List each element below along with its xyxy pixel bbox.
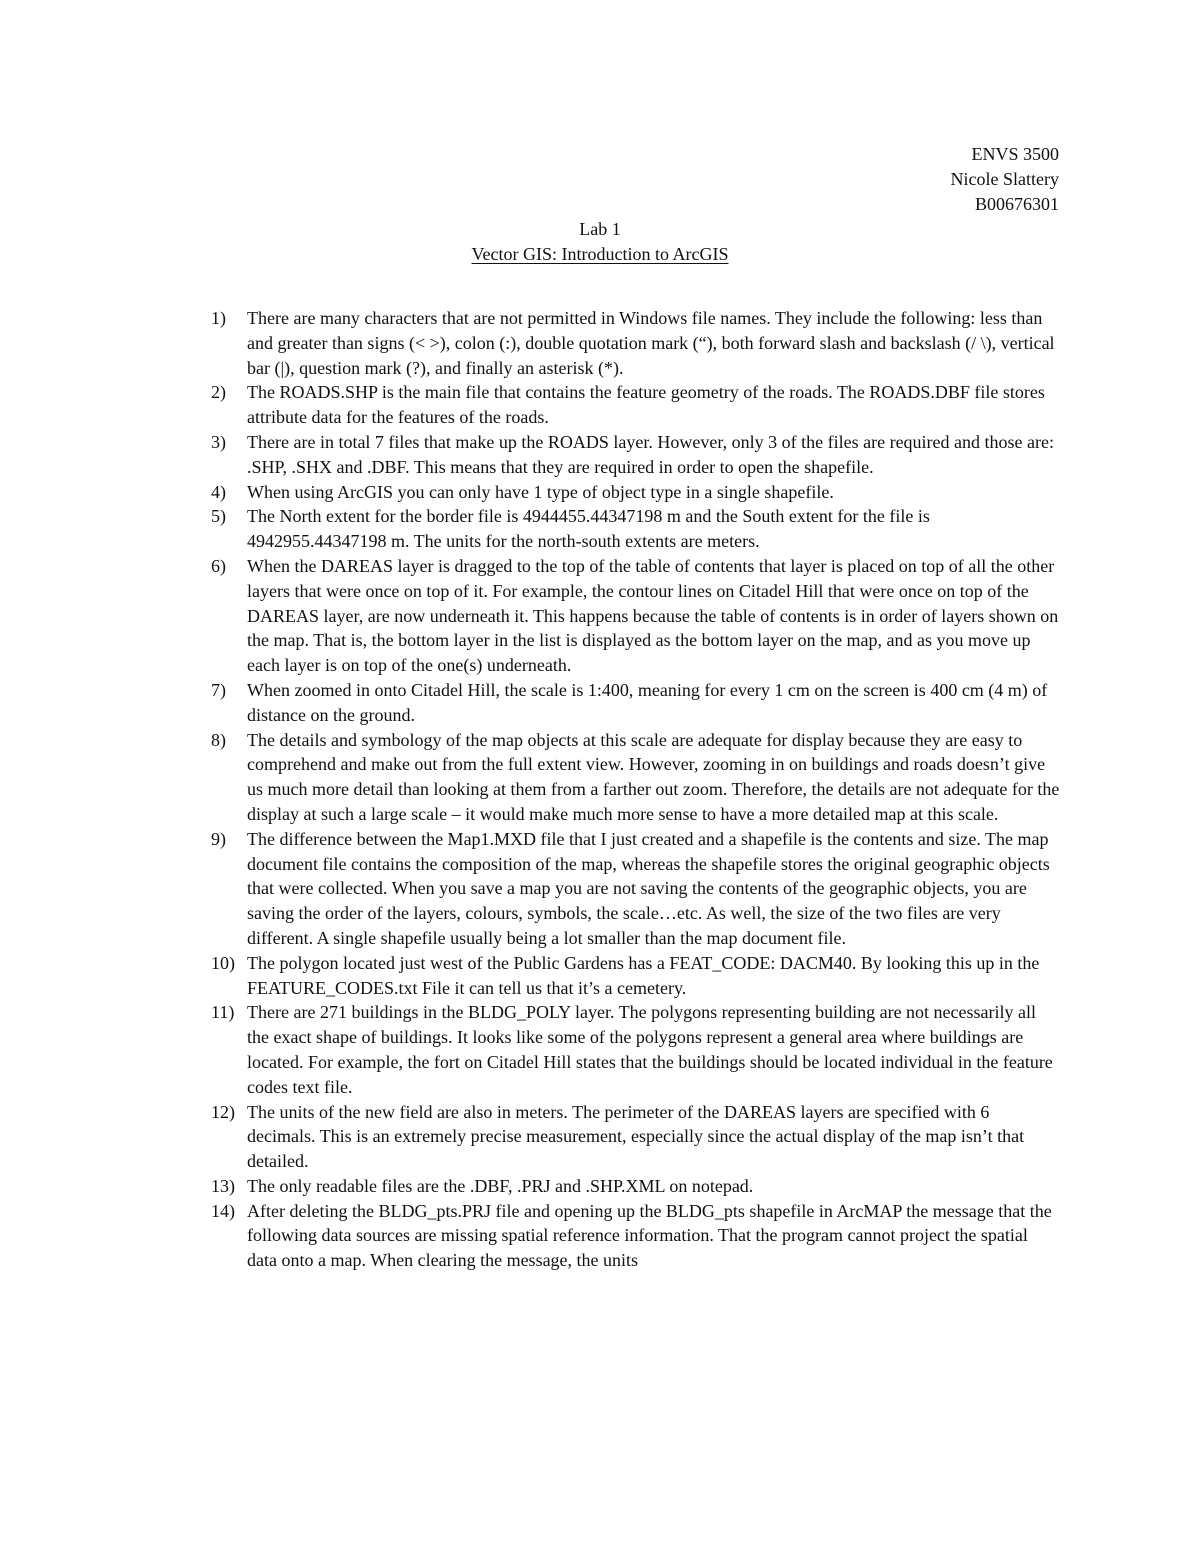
list-item [211,380,1061,430]
item-text: There are in total 7 files that make up the ROADS layer. However, only 3 of the files are required and those are: .SHP, .SHX and .DBF. This means that they are required in order to open the shapefile. [247,431,1055,477]
list-item [211,951,1061,1001]
course-code: ENVS 3500 [971,144,1059,164]
list-item [211,1199,1061,1273]
student-name: Nicole Slattery [950,169,1059,189]
header-block [951,142,1059,217]
title-block [0,217,1200,267]
item-text: When the DAREAS layer is dragged to the top of the table of contents that layer is placed on top of all the other layers that were once on top of it. For example, the contour lines on Citadel Hill that were once on top of the DAREAS layer, are now underneath it. This happens because the table of contents is in order of layers shown on the map. That is, the bottom layer in the list is displayed as the bottom layer on the map, and as you move up each layer is on top of the one(s) underneath. [247,555,1059,676]
lab-subtitle: Vector GIS: Introduction to ArcGIS [471,244,729,264]
lab-title: Lab 1 [579,219,621,239]
item-text: The polygon located just west of the Public Gardens has a FEAT_CODE: DACM40. By looking this up in the FEATURE_CODES.txt File it can tell us that it’s a cemetery. [247,952,1040,998]
item-text: The units of the new field are also in meters. The perimeter of the DAREAS layers are specified with 6 decimals. This is an extremely precise measurement, especially since the actual display of the map isn’t that detailed. [247,1101,1025,1172]
item-number: 9) [211,828,226,849]
item-number: 12) [211,1101,235,1122]
item-number: 10) [211,952,235,973]
list-item [211,1000,1061,1099]
list-item [211,504,1061,554]
list-item [211,480,1061,505]
item-number: 2) [211,382,226,403]
item-number: 13) [211,1175,235,1196]
item-text: There are 271 buildings in the BLDG_POLY layer. The polygons representing building are not necessarily all the exact shape of buildings. It looks like some of the polygons represent a general area where buildings are located. For example, the fort on Citadel Hill states that the buildings should be located individual in the feature codes text file. [247,1002,1053,1097]
student-id: B00676301 [974,194,1059,214]
list-item [211,306,1061,380]
item-number: 4) [211,481,226,502]
answer-list [211,306,1061,1273]
list-item [211,1174,1061,1199]
item-text: The difference between the Map1.MXD file that I just created and a shapefile is the contents and size. The map document file contains the composition of the map, whereas the shapefile stores the original geographic objects that were collected. When you save a map you are not saving the contents of the geographic objects, you are saving the order of the layers, colours, symbols, the scale…etc. As well, the size of the two files are very different. A single shapefile usually being a lot smaller than the map document file. [247,828,1050,948]
item-text: When zoomed in onto Citadel Hill, the scale is 1:400, meaning for every 1 cm on the screen is 400 cm (4 m) of distance on the ground. [247,679,1048,725]
item-number: 1) [211,308,226,328]
item-number: 14) [211,1200,235,1221]
item-number: 11) [211,1002,235,1023]
item-number: 7) [211,679,226,700]
list-item [211,678,1061,728]
item-text: There are many characters that are not permitted in Windows file names. They include the following: less than and greater than signs (< >), colon (:), double quotation mark (“), both forward slash and backslash (/ \), vertical bar (|), question mark (?), and finally an asterisk (*). [247,308,1055,378]
list-item [211,728,1061,827]
item-number: 6) [211,555,226,576]
item-text: When using ArcGIS you can only have 1 type of object type in a single shapefile. [247,481,834,502]
item-text: The North extent for the border file is 4944455.44347198 m and the South extent for the file is 4942955.44347198 m. The units for the north-south extents are meters. [247,506,930,552]
list-item [211,1100,1061,1174]
item-number: 5) [211,506,226,527]
item-text: The only readable files are the .DBF, .PRJ and .SHP.XML on notepad. [247,1175,754,1196]
item-number: 3) [211,431,226,452]
item-number: 8) [211,729,226,750]
item-text: The details and symbology of the map objects at this scale are adequate for display because they are easy to comprehend and make out from the full extent view. However, zooming in on buildings and roads doesn’t give us much more detail than looking at them from a farther out zoom. Therefore, the details are not adequate for the display at such a large scale – it would make much more sense to have a more detailed map at this scale. [247,729,1060,824]
item-text: After deleting the BLDG_pts.PRJ file and opening up the BLDG_pts shapefile in ArcMAP the message that the following data sources are missing spatial reference information. That the program cannot project the spatial data onto a map. When clearing the message, the units [247,1200,1052,1271]
item-text: The ROADS.SHP is the main file that contains the feature geometry of the roads. The ROADS.DBF file stores attribute data for the features of the roads. [247,382,1045,428]
list-item [211,827,1061,951]
list-item [211,554,1061,678]
list-item [211,430,1061,480]
